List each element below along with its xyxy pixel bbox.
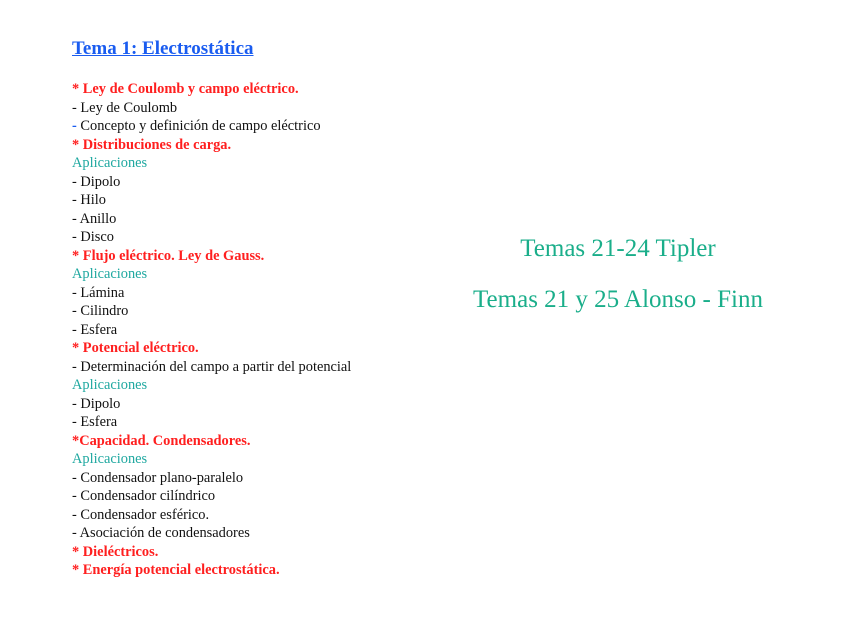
list-item: - Condensador cilíndrico bbox=[72, 488, 216, 504]
list-item-text: Concepto y definición de campo eléctrico bbox=[76, 118, 321, 134]
topic-outline bbox=[72, 80, 351, 580]
list-item: - Hilo bbox=[72, 192, 106, 208]
list-item: - Determinación del campo a partir del potencial bbox=[72, 358, 352, 375]
document-title: Tema 1: Electrostática bbox=[72, 38, 254, 59]
list-item: - Lámina bbox=[72, 284, 125, 301]
list-item: - Dipolo bbox=[72, 173, 121, 190]
list-item: - Esfera bbox=[72, 414, 118, 430]
list-dash: - bbox=[72, 118, 77, 134]
applications-label: Aplicaciones bbox=[72, 451, 148, 467]
reference-alonso-finn: Temas 21 y 25 Alonso - Finn bbox=[473, 286, 763, 313]
applications-label: Aplicaciones bbox=[72, 377, 148, 393]
list-item: - Ley de Coulomb bbox=[72, 99, 178, 116]
list-item: - Condensador plano-paralelo bbox=[72, 469, 244, 486]
section-heading: * Distribuciones de carga. bbox=[72, 136, 232, 153]
section-heading: * Flujo eléctrico. Ley de Gauss. bbox=[72, 247, 265, 264]
list-item: - Dipolo bbox=[72, 395, 121, 412]
section-heading: * Ley de Coulomb y campo eléctrico. bbox=[72, 81, 299, 97]
reference-tipler: Temas 21-24 Tipler bbox=[520, 235, 716, 262]
list-item: - Esfera bbox=[72, 321, 118, 338]
applications-label: Aplicaciones bbox=[72, 155, 148, 171]
list-item: - Asociación de condensadores bbox=[72, 525, 250, 541]
list-item: - Anillo bbox=[72, 210, 117, 227]
section-heading: *Capacidad. Condensadores. bbox=[72, 432, 251, 449]
list-item: - Cilindro bbox=[72, 303, 129, 319]
section-heading: * Energía potencial electrostática. bbox=[72, 562, 280, 578]
list-item bbox=[72, 117, 351, 136]
section-heading: * Dieléctricos. bbox=[72, 543, 159, 560]
applications-label: Aplicaciones bbox=[72, 266, 148, 282]
list-item: - Condensador esférico. bbox=[72, 506, 210, 523]
section-heading: * Potencial eléctrico. bbox=[72, 340, 199, 356]
list-item: - Disco bbox=[72, 229, 114, 245]
